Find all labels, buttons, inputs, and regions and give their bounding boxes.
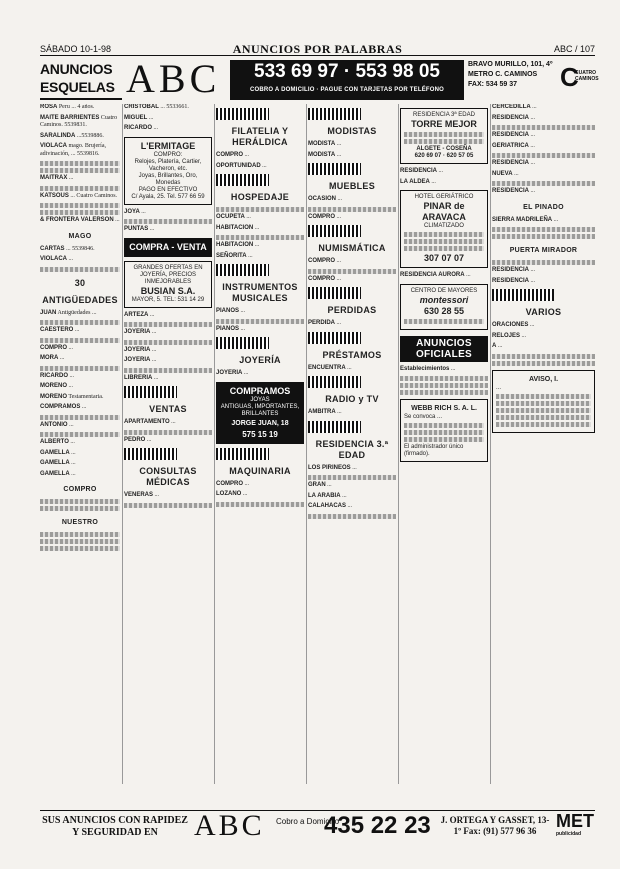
classified-entry: COMPRO ... <box>40 344 73 351</box>
ad-line: CLIMATIZADO <box>424 223 464 229</box>
text-filler <box>400 390 488 395</box>
notice-title: AVISO, I. <box>528 375 559 383</box>
classified-entry: HABITACION ... <box>216 224 260 231</box>
text-filler <box>40 186 120 191</box>
text-filler <box>124 322 212 327</box>
section-title: ANUNCIOS POR PALABRAS <box>232 42 403 56</box>
classified-entry: COMPRO ... <box>216 480 249 487</box>
section-heading-instrumentos: INSTRUMENTOS MUSICALES <box>222 282 298 303</box>
classified-entry: COMPRO ... <box>308 213 341 220</box>
notice-title: WEBB RICH S. A. L. <box>411 405 477 412</box>
classified-entry: KATSOUS ... Cuatro Caminos. <box>40 192 118 199</box>
text-filler <box>216 207 304 212</box>
issue-date: SÁBADO 10-1-98 <box>40 44 112 54</box>
met-logo <box>556 811 596 837</box>
subsection-heading: MAGO <box>68 232 92 240</box>
text-filler <box>40 267 120 272</box>
abc-logo: ABC <box>126 56 221 101</box>
classified-entry: HABITACION ... <box>216 242 260 248</box>
section-number-bar <box>216 337 269 349</box>
busian-name: BUSIAN S.A. <box>140 285 196 296</box>
classified-entry: VIOLACA mago. Brujería, adivinación, ... 5539816. <box>40 143 106 157</box>
ermitage-name: L'ERMITAGE <box>140 140 196 151</box>
classified-entry: MAITE BARRIENTES Cuatro Caminos. 5539831. <box>40 114 118 128</box>
footer-phone: 435 22 23 <box>324 812 431 839</box>
classified-entry: MORENO ... <box>40 383 73 389</box>
classified-entry: NUEVA ... <box>492 170 519 177</box>
classified-entry: GRAN ... <box>308 482 332 488</box>
classified-entry: OCUPETA ... <box>216 214 251 220</box>
classified-entry: PEDRO ... <box>124 436 152 443</box>
text-filler <box>404 430 484 435</box>
classified-entry: RELOJES ... <box>492 332 527 339</box>
classified-entry: VENERAS ... <box>124 492 160 498</box>
classified-entry: ROSA Peru ... 4 años. <box>40 104 95 110</box>
classified-entry: RICARDO ... <box>40 372 74 379</box>
text-filler <box>40 338 120 343</box>
ermitage-ad <box>124 137 212 205</box>
classified-entry: GAMELLA ... <box>40 460 76 466</box>
text-filler <box>404 139 484 144</box>
torre-name: TORRE MEJOR <box>411 119 477 129</box>
classified-entry: MODISTA ... <box>308 141 342 147</box>
column-5 <box>400 104 488 784</box>
classified-entry: CERCEDILLA ... <box>492 104 537 110</box>
classified-entry: JUAN Antigüedades ... <box>40 309 97 316</box>
classified-entry: ALBERTO ... <box>40 439 75 445</box>
classified-entry: LIBRERIA ... <box>124 374 159 381</box>
column-rule <box>214 104 215 784</box>
ad-line: PAGO EN EFECTIVO <box>138 186 198 193</box>
section-heading-maquinaria: MAQUINARIA <box>229 465 291 476</box>
classified-entry: JOYERIA ... <box>124 357 157 363</box>
classified-entry: A ... <box>492 343 503 349</box>
text-filler <box>124 430 212 435</box>
footer-address: J. ORTEGA Y GASSET, 13-1º Fax: (91) 577 96 36 <box>440 815 550 836</box>
ad-address: JORGE JUAN, 18 <box>231 419 289 427</box>
text-filler <box>40 499 120 504</box>
ad-phone: 630 28 55 <box>423 305 465 316</box>
section-heading-radio-tv: RADIO y TV <box>325 394 379 404</box>
classified-entry: ENCUENTRA ... <box>308 364 352 371</box>
classified-entry: ANTONIO ... <box>40 421 74 428</box>
ad-line: COMPRO: <box>153 151 183 158</box>
classified-entry: SIERRA MADRILEÑA ... <box>492 216 559 223</box>
classified-entry: & FRONTERA VALERSON ... <box>40 217 120 223</box>
classified-entry: GERIATRICA ... <box>492 142 535 149</box>
classified-entry: COMPRO ... <box>308 275 341 282</box>
cc-letter: C <box>560 62 579 92</box>
column-2 <box>124 104 212 784</box>
ad-line: C/ Ayala, 25. Tel. 577 66 59 <box>131 193 205 200</box>
classified-entry: RESIDENCIA ... <box>492 188 536 194</box>
section-number-bar <box>124 448 177 460</box>
section-number-bar <box>124 386 177 398</box>
compraventa-title: COMPRA - VENTA <box>129 241 207 252</box>
ad-line: Joyas, Brillantes, Oro, Monedas <box>138 172 198 186</box>
text-filler <box>124 219 212 224</box>
text-filler <box>40 546 120 551</box>
ad-line: CENTRO DE MAYORES <box>410 287 478 294</box>
section-number-bar <box>216 174 269 186</box>
classified-entry: OCASION ... <box>308 196 343 202</box>
classified-entry: GAMELLA ... <box>40 470 76 477</box>
classified-entry: RESIDENCIA AURORA ... <box>400 272 471 278</box>
text-filler <box>496 401 591 406</box>
esquelas-label: ESQUELAS <box>40 79 115 95</box>
classified-entry: ARTEZA ... <box>124 311 155 318</box>
ad-phone: 575 15 19 <box>242 429 278 439</box>
column-4 <box>308 104 396 784</box>
text-filler <box>40 539 120 544</box>
classified-entry: GAMELLA ... <box>40 449 76 456</box>
text-filler <box>496 394 591 399</box>
classified-entry: CALAHACAS ... <box>308 503 352 509</box>
text-filler <box>404 437 484 442</box>
classified-entry: COMPRAMOS ... <box>40 404 87 410</box>
ad-line: GRANDES OFERTAS EN JOYERÍA, PRECIOS INMEJORABLES <box>133 264 203 285</box>
classified-entry: RESIDENCIA ... <box>492 114 536 121</box>
page-number: ABC / 107 <box>553 44 595 54</box>
ad-line: MAYOR, 5. TEL: 531 14 29 <box>131 296 205 303</box>
classified-entry: JOYA ... <box>124 208 146 215</box>
anuncios-esquelas-title <box>40 60 122 100</box>
compraventa-ad <box>124 238 212 257</box>
office-address <box>468 60 558 100</box>
address-line: FAX: 534 59 37 <box>468 81 518 88</box>
text-filler <box>40 203 120 208</box>
text-filler <box>496 408 591 413</box>
text-filler <box>308 269 396 274</box>
text-filler <box>40 366 120 371</box>
ad-line: Relojes, Platería, Cartier, Vacheron, etc. <box>134 158 202 172</box>
section-number-bar <box>308 225 361 237</box>
section-heading-residencia: RESIDENCIA 3.ª EDAD <box>315 438 389 460</box>
hotel-name: PINAR de ARAVACA <box>422 201 466 222</box>
section-heading-muebles: MUEBLES <box>328 181 376 191</box>
ad-phone: 620 69 07 · 620 57 05 <box>414 153 474 159</box>
classified-entry: MORENO Testamentaria. <box>40 393 104 400</box>
classified-entry: JOYERIA ... <box>124 346 157 353</box>
text-filler <box>492 354 595 359</box>
section-heading-perdidas: PERDIDAS <box>327 305 377 315</box>
classified-entry: PIANOS ... <box>216 308 246 314</box>
text-filler <box>124 340 212 345</box>
compramos-title: COMPRAMOS <box>229 385 291 396</box>
text-filler <box>40 320 120 325</box>
subsection-heading: NUESTRO <box>61 519 99 526</box>
webb-rich-notice <box>400 399 488 462</box>
classified-entry: JOYERIA ... <box>124 329 157 335</box>
section-number-bar <box>308 376 361 388</box>
met-subtitle: publicidad <box>556 831 581 837</box>
column-rule <box>122 104 123 784</box>
subsection-heading: EL PINADO <box>523 203 564 211</box>
text-filler <box>40 532 120 537</box>
column-rule <box>306 104 307 784</box>
classified-entry: LA ALDEA ... <box>400 178 436 185</box>
section-number-bar <box>308 421 361 433</box>
classified-entry: COMPRO ... <box>216 152 249 158</box>
text-filler <box>492 125 595 130</box>
montessori-name: montessori <box>419 294 469 305</box>
ad-line: RESIDENCIA 3ª EDAD <box>413 112 475 118</box>
classified-entry: MORA ... <box>40 355 65 361</box>
notice-line: ... <box>496 384 502 391</box>
section-heading-prestamos: PRÉSTAMOS <box>322 349 382 360</box>
busian-ad <box>124 261 212 308</box>
classified-entry: SARALINDA ...5539886. <box>40 132 104 139</box>
text-filler <box>124 368 212 373</box>
address-line: BRAVO MURILLO, 101, 4º <box>468 61 553 68</box>
text-filler <box>404 232 484 237</box>
address-line: METRO C. CAMINOS <box>468 71 538 78</box>
text-filler <box>308 207 396 212</box>
classified-entry: RESIDENCIA ... <box>492 277 536 284</box>
text-filler <box>404 239 484 244</box>
text-filler <box>308 514 396 519</box>
classified-entry: CAESTERO ... <box>40 327 80 333</box>
text-filler <box>216 502 304 507</box>
text-filler <box>400 383 488 388</box>
classified-entry: LOZANO ... <box>216 491 248 497</box>
ad-phone: 307 07 07 <box>423 253 465 263</box>
notice-line: Se convoca ... <box>404 414 443 420</box>
aviso-notice <box>492 370 595 433</box>
classified-entry: RESIDENCIA ... <box>492 160 536 166</box>
classified-entry: PUNTAS ... <box>124 226 155 232</box>
section-heading-ventas: VENTAS <box>149 404 187 414</box>
section-number-bar <box>216 108 269 120</box>
footer-cobro: Cobro a Domicilio <box>276 817 340 826</box>
text-filler <box>308 475 396 480</box>
classified-entry: AMBITRA ... <box>308 409 342 415</box>
section-heading-oficiales: ANUNCIOS OFICIALES <box>400 336 488 362</box>
classified-entry: RESIDENCIA ... <box>492 132 536 138</box>
footer-ad <box>40 810 595 840</box>
section-number: 30 <box>74 277 86 288</box>
classified-entry: PIANOS ... <box>216 325 246 332</box>
ad-line: JOYAS <box>250 396 270 403</box>
classified-entry: Establecimientos ... <box>400 365 456 372</box>
phone-box <box>230 60 464 100</box>
phone-numbers: 533 69 97 · 553 98 05 <box>254 61 440 82</box>
subsection-heading: PUERTA MIRADOR <box>509 247 578 254</box>
classified-entry: RESIDENCIA ... <box>492 267 536 273</box>
text-filler <box>40 415 120 420</box>
text-filler <box>400 376 488 381</box>
montessori-ad <box>400 284 488 330</box>
classified-entry: RESIDENCIA ... <box>400 168 444 174</box>
classified-entry: APARTAMENTO ... <box>124 419 176 425</box>
pinar-aravaca-ad <box>400 190 488 268</box>
column-rule <box>398 104 399 784</box>
text-filler <box>492 260 595 265</box>
section-number-bar <box>308 108 361 120</box>
ad-line: ALGETE - COSEÑA <box>416 146 472 152</box>
text-filler <box>404 246 484 251</box>
notice-line: El administrador único (firmado). <box>404 444 464 457</box>
column-rule <box>490 104 491 784</box>
section-heading-filatelia: FILATELIA Y HERÁLDICA <box>231 126 289 147</box>
text-filler <box>404 319 484 324</box>
classified-entry: MODISTA ... <box>308 151 342 158</box>
section-heading-consultas: CONSULTAS MÉDICAS <box>139 466 197 487</box>
section-heading-numismatica: NUMISMÁTICA <box>318 243 386 253</box>
section-number-bar <box>308 163 361 175</box>
section-heading-hospedaje: HOSPEDAJE <box>230 192 290 202</box>
text-filler <box>40 168 120 173</box>
classified-entry: VIOLACA ... <box>40 256 73 262</box>
text-filler <box>40 210 120 215</box>
column-6 <box>492 104 595 784</box>
top-banner <box>40 56 599 101</box>
classified-entry: SEÑORITA ... <box>216 252 253 259</box>
anuncios-label: ANUNCIOS <box>40 61 113 77</box>
classified-entry: CARTAS ... 5539846. <box>40 245 95 252</box>
cuatro-caminos-logo <box>560 62 600 98</box>
torre-mejor-ad <box>400 108 488 164</box>
compramos-ad <box>216 382 304 444</box>
classified-entry: COMPRO ... <box>308 258 341 264</box>
text-filler <box>404 423 484 428</box>
subsection-heading: COMPRO <box>63 486 97 493</box>
text-filler <box>492 181 595 186</box>
page-header <box>40 42 595 56</box>
footer-slogan: SUS ANUNCIOS CON RAPIDEZ Y SEGURIDAD EN <box>42 815 188 838</box>
text-filler <box>492 227 595 232</box>
section-number-bar <box>308 287 361 299</box>
section-heading-joyeria: JOYERÍA <box>239 355 281 365</box>
text-filler <box>492 153 595 158</box>
phone-subtitle: COBRO A DOMICILIO · PAGUE CON TARJETAS POR TELÉFONO <box>249 87 445 93</box>
text-filler <box>40 432 120 437</box>
text-filler <box>40 161 120 166</box>
met-text: MET <box>556 811 594 831</box>
classified-entry: PERDIDA ... <box>308 320 342 326</box>
text-filler <box>216 319 304 324</box>
section-heading-modistas: MODISTAS <box>327 126 377 136</box>
section-heading-varios: VARIOS <box>525 307 562 317</box>
text-filler <box>492 361 595 366</box>
classified-entry: CRISTOBAL ... 5533661. <box>124 104 189 110</box>
text-filler <box>496 415 591 420</box>
text-filler <box>216 235 304 240</box>
text-filler <box>404 132 484 137</box>
classified-entry: JOYERIA ... <box>216 370 249 376</box>
cc-text: CUATRO CAMINOS <box>575 70 599 82</box>
classified-entry: ORACIONES ... <box>492 322 535 328</box>
ad-line: HOTEL GERIÁTRICO <box>414 194 474 200</box>
section-number-bar <box>308 332 361 344</box>
text-filler <box>124 503 212 508</box>
ad-line: ANTIGUAS, IMPORTANTES, BRILLANTES <box>220 403 300 417</box>
text-filler <box>492 234 595 239</box>
classified-entry: MAITRAX ... <box>40 175 74 181</box>
classified-entry: LA ARABIA ... <box>308 492 347 499</box>
section-number-bar <box>492 289 554 301</box>
column-1 <box>40 104 120 784</box>
classified-entry: MIGUEL ... <box>124 114 154 121</box>
classified-entry: LOS PIRINEOS ... <box>308 464 357 471</box>
section-number-bar <box>216 264 269 276</box>
section-number-bar <box>216 448 269 460</box>
text-filler <box>496 422 591 427</box>
text-filler <box>40 506 120 511</box>
classified-entry: OPORTUNIDAD ... <box>216 162 267 169</box>
classified-entry: RICARDO ... <box>124 125 158 131</box>
abc-logo-footer: ABC <box>194 809 265 842</box>
column-3 <box>216 104 304 784</box>
section-heading-antiguedades: ANTIGÜEDADES <box>42 294 118 305</box>
